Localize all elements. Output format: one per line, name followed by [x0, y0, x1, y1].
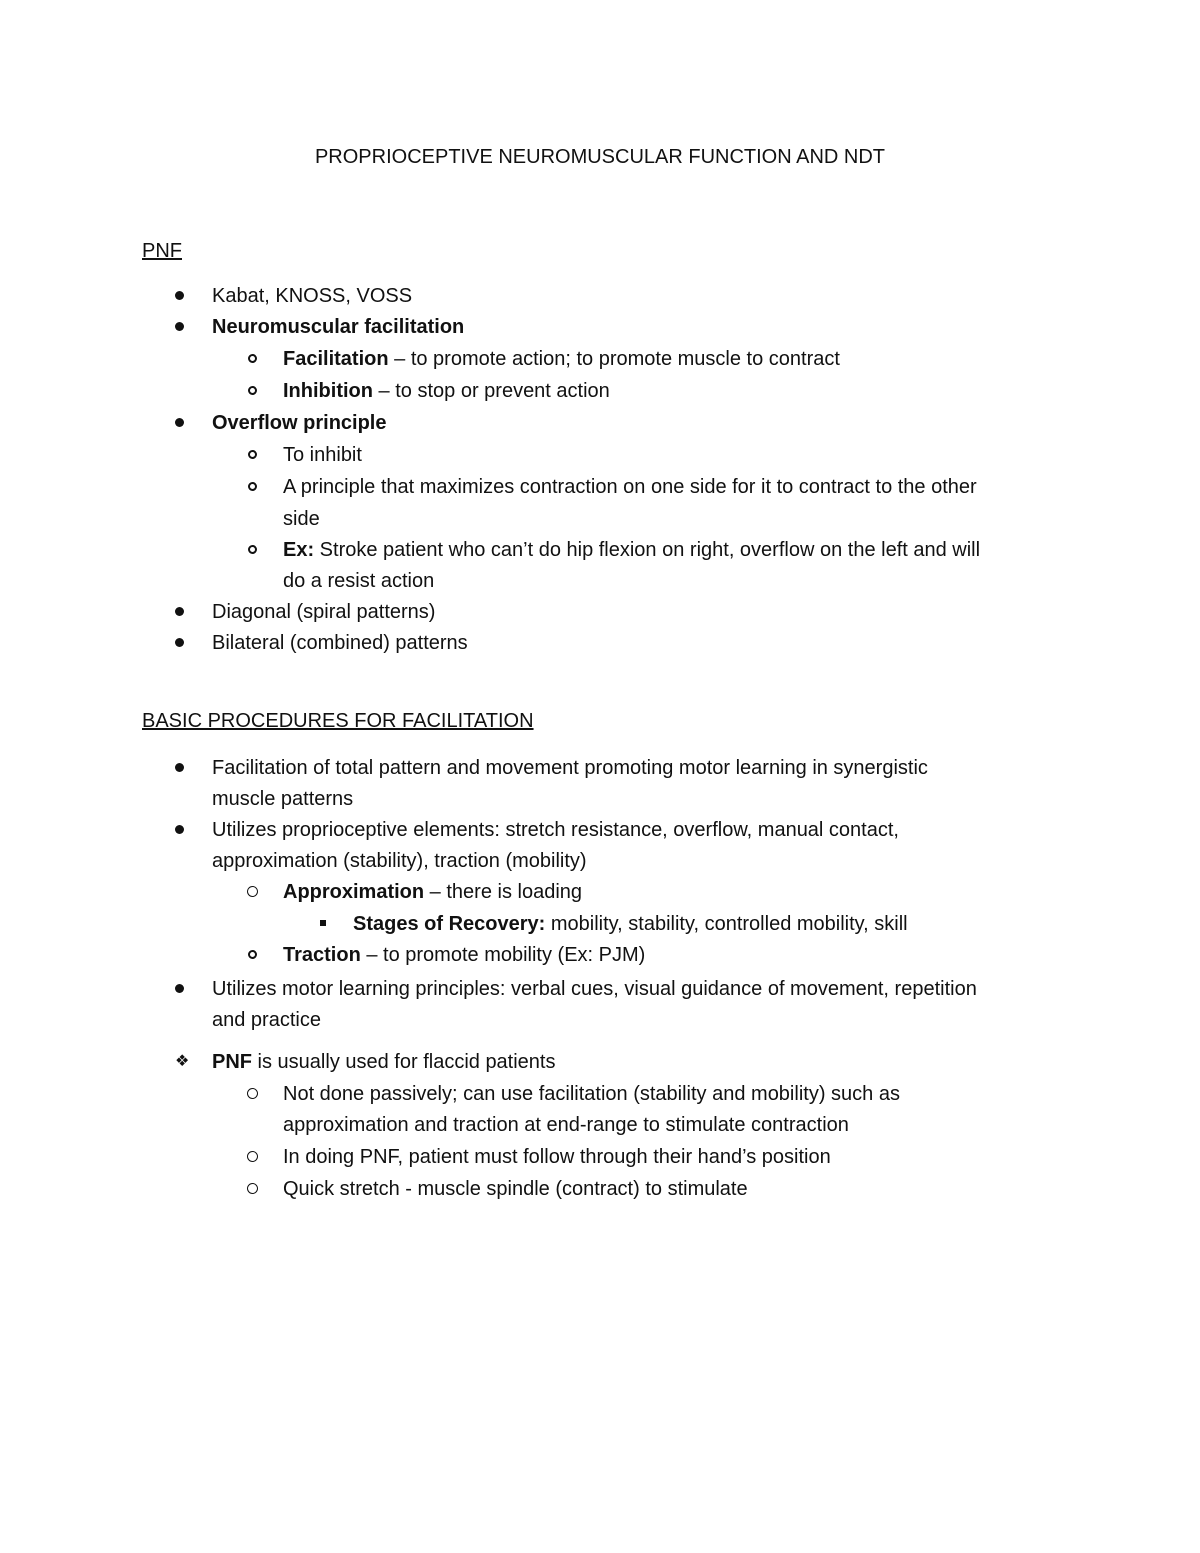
list-item — [283, 537, 980, 563]
bullet-ring-icon — [248, 354, 257, 363]
list-item-continuation: and practice — [212, 1009, 321, 1031]
bullet-ring-icon — [247, 1088, 258, 1099]
bullet-dot-icon — [175, 763, 184, 772]
bullet-dot-icon — [175, 825, 184, 834]
bullet-ring-icon — [248, 545, 257, 554]
bold-text: Neuromuscular facilitation — [212, 316, 465, 338]
bold-term: Approximation — [283, 881, 425, 903]
list-item: In doing PNF, patient must follow through their hand’s position — [283, 1146, 831, 1168]
list-item: Quick stretch - muscle spindle (contract) to stimulate — [283, 1178, 748, 1200]
item-text: Stroke patient who can’t do hip flexion on right, overflow on the left and will — [314, 539, 981, 561]
bullet-dot-icon — [175, 607, 184, 616]
bold-term: Traction — [283, 944, 361, 966]
section-heading-pnf: PNF — [142, 240, 182, 262]
bullet-ring-icon — [248, 950, 257, 959]
list-item — [353, 911, 908, 937]
bullet-dot-icon — [175, 418, 184, 427]
list-item-continuation: muscle patterns — [212, 788, 354, 810]
list-item: Bilateral (combined) patterns — [212, 632, 468, 654]
item-text: – to promote mobility (Ex: PJM) — [360, 944, 646, 966]
bullet-ring-icon — [248, 386, 257, 395]
bullet-dot-icon — [175, 984, 184, 993]
list-item: Not done passively; can use facilitation (stability and mobility) such as — [283, 1083, 900, 1105]
bold-term: Inhibition — [283, 380, 373, 402]
bold-term: Ex: — [283, 539, 315, 561]
list-item — [283, 378, 610, 404]
item-text: – to promote action; to promote muscle to contract — [388, 348, 840, 370]
list-item: Kabat, KNOSS, VOSS — [212, 285, 413, 307]
diamond-bullet-icon: ❖ — [175, 1053, 190, 1070]
section-heading-basic-procedures: BASIC PROCEDURES FOR FACILITATION — [142, 710, 534, 732]
list-item: Utilizes proprioceptive elements: stretch resistance, overflow, manual contact, — [212, 819, 899, 841]
item-text: is usually used for flaccid patients — [252, 1051, 556, 1073]
bullet-dot-icon — [175, 291, 184, 300]
bold-term: Facilitation — [283, 348, 389, 370]
list-item: Facilitation of total pattern and movement promoting motor learning in synergistic — [212, 757, 928, 779]
list-item-continuation: do a resist action — [283, 570, 435, 592]
bullet-square-icon — [320, 920, 326, 926]
document-title: PROPRIOCEPTIVE NEUROMUSCULAR FUNCTION AND NDT — [314, 146, 886, 168]
item-text: – there is loading — [424, 881, 583, 903]
bullet-dot-icon — [175, 322, 184, 331]
bullet-dot-icon — [175, 638, 184, 647]
list-item-continuation: side — [283, 508, 320, 530]
list-item — [283, 879, 582, 905]
bullet-ring-icon — [248, 482, 257, 491]
bullet-ring-icon — [248, 450, 257, 459]
list-item: A principle that maximizes contraction on one side for it to contract to the other — [283, 476, 977, 498]
bullet-ring-icon — [247, 1183, 258, 1194]
bullet-ring-icon — [247, 1151, 258, 1162]
bold-text: Overflow principle — [212, 412, 387, 434]
bold-term: Stages of Recovery: — [353, 913, 546, 935]
bullet-ring-icon — [247, 886, 258, 897]
list-item — [283, 346, 840, 372]
list-item — [212, 1049, 556, 1075]
list-item — [212, 314, 464, 340]
item-text: mobility, stability, controlled mobility, skill — [545, 913, 908, 935]
list-item-continuation: approximation and traction at end-range to stimulate contraction — [283, 1114, 849, 1136]
list-item — [283, 942, 645, 968]
item-text: – to stop or prevent action — [372, 380, 610, 402]
list-item: Utilizes motor learning principles: verbal cues, visual guidance of movement, repetition — [212, 978, 977, 1000]
list-item: To inhibit — [283, 444, 362, 466]
list-item: Diagonal (spiral patterns) — [212, 601, 436, 623]
bold-term: PNF — [212, 1051, 252, 1073]
list-item — [212, 410, 386, 436]
list-item-continuation: approximation (stability), traction (mobility) — [212, 850, 587, 872]
